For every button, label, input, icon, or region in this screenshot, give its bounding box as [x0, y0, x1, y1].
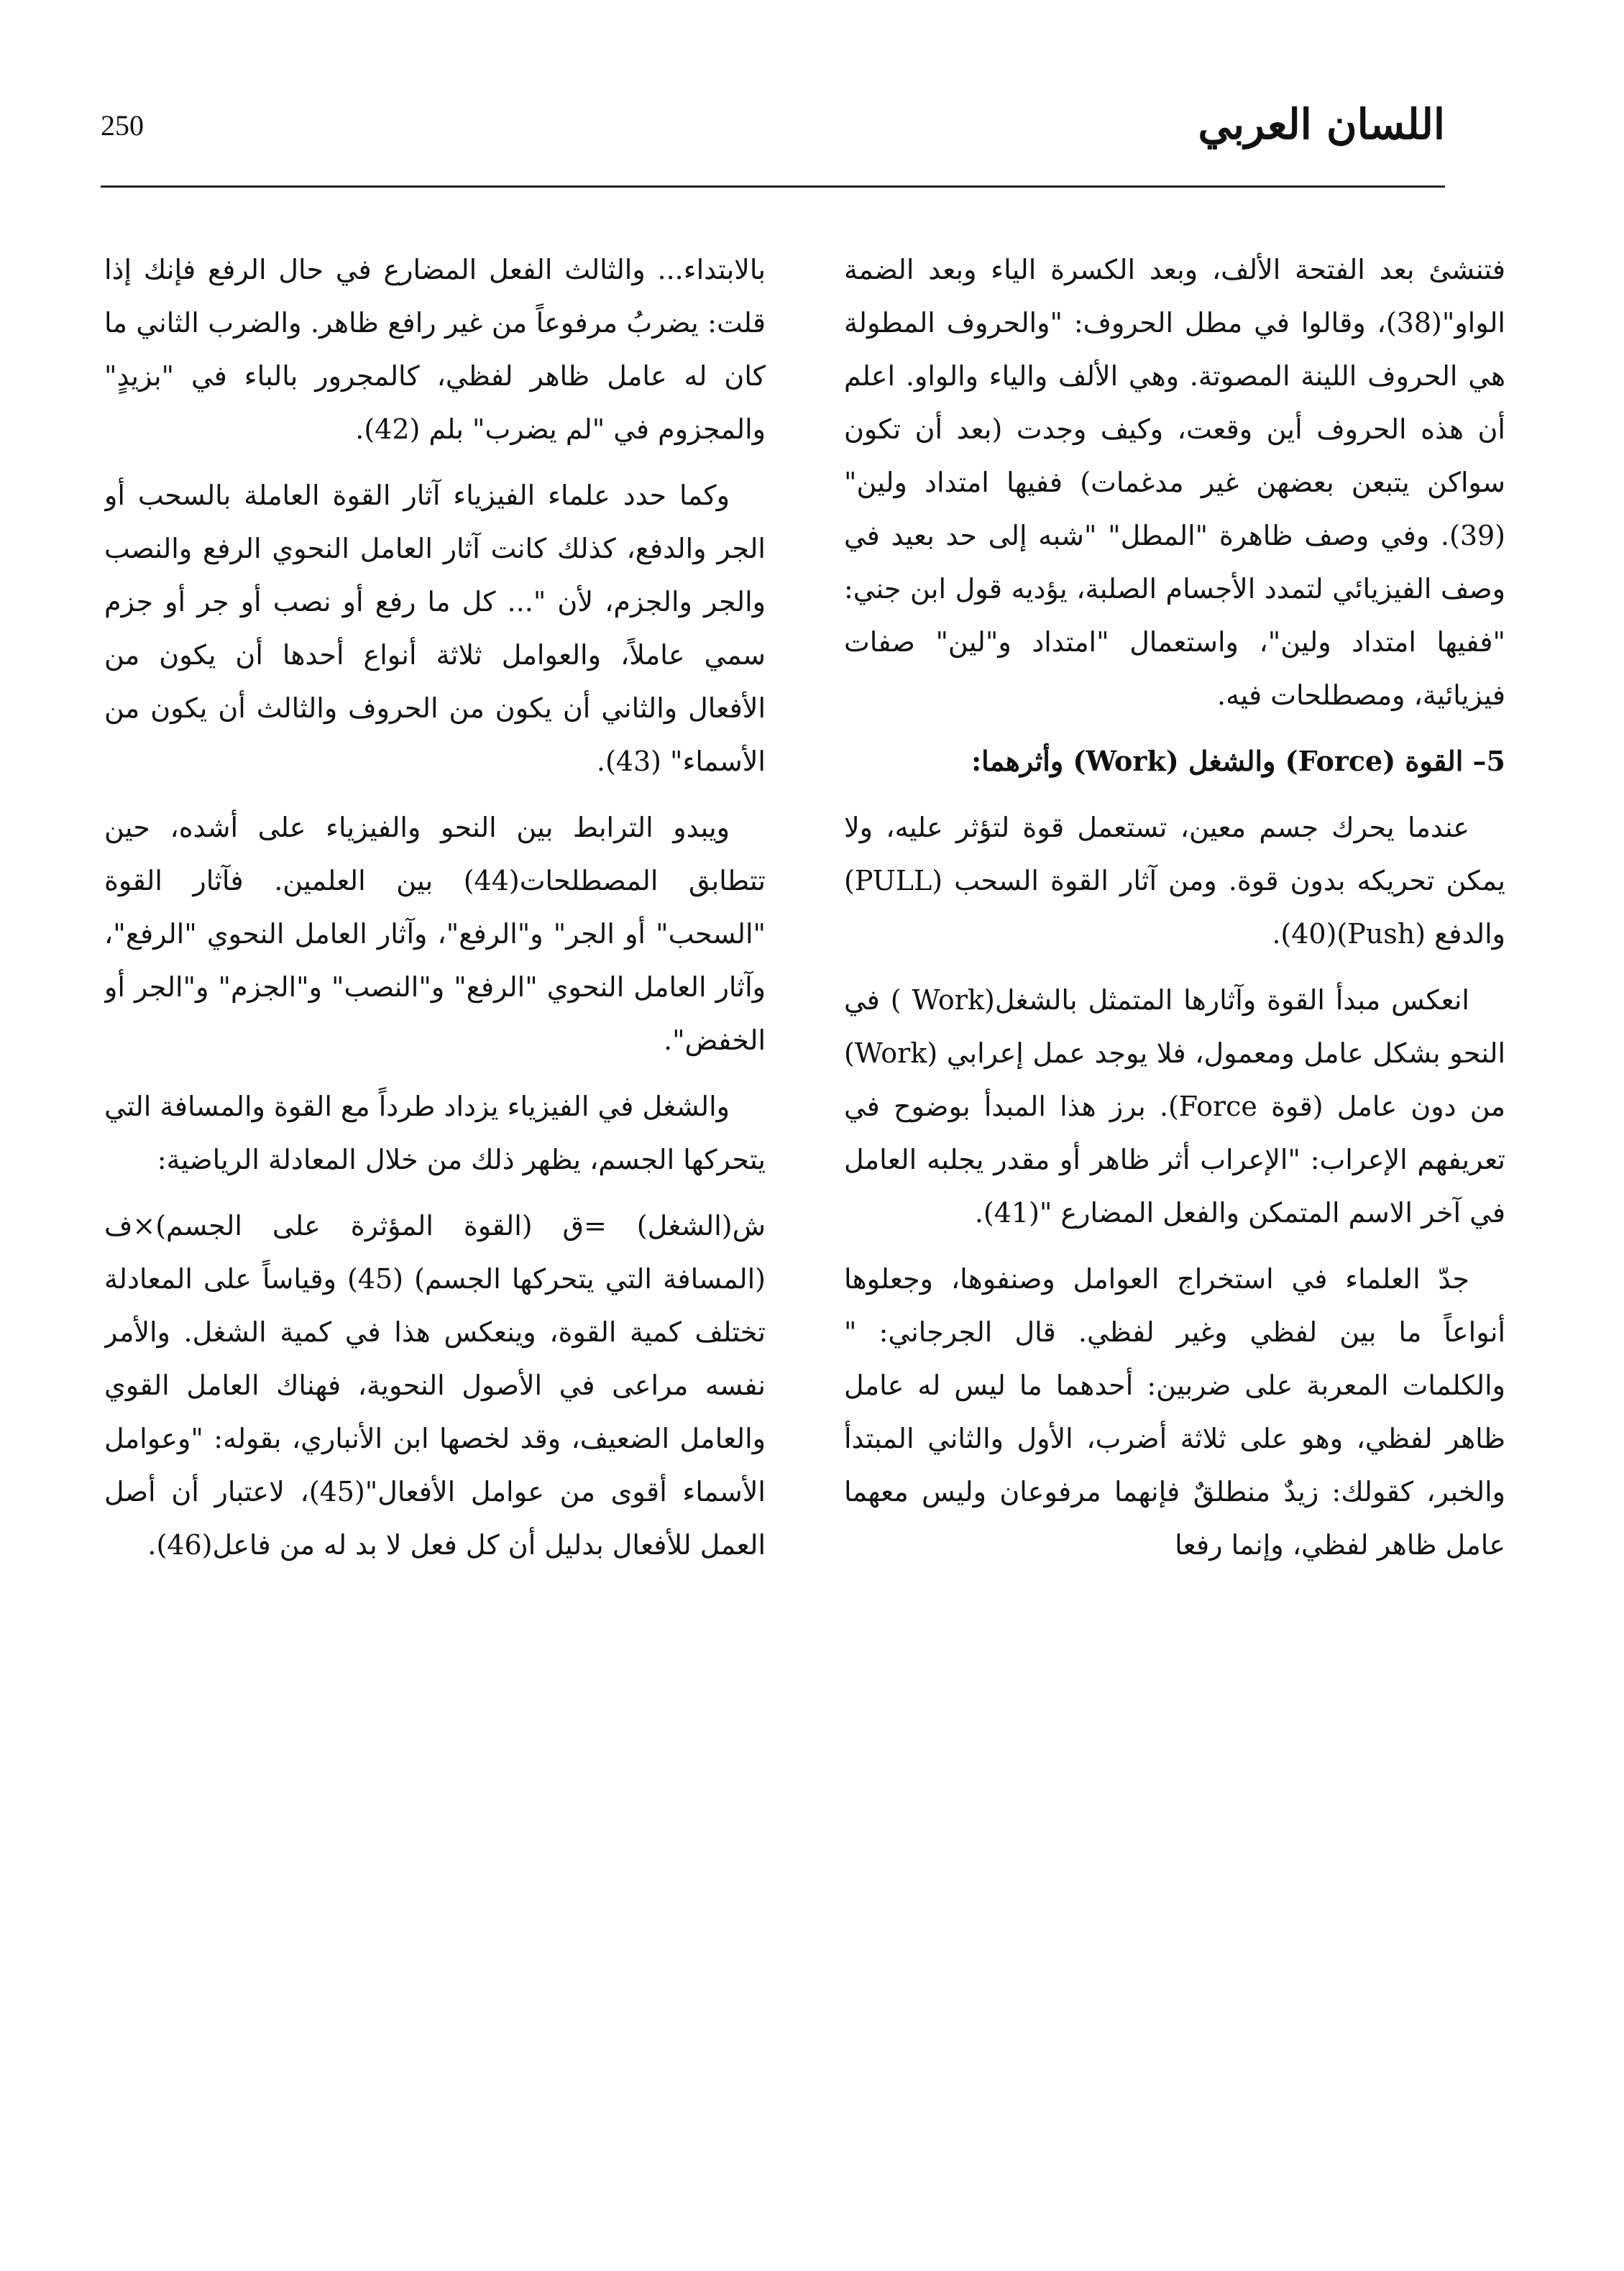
- paragraph: جدّ العلماء في استخراج العوامل وصنفوها، وجعلوها أنواعاً ما بين لفظي وغير لفظي. قال الجرجاني: " والكلمات المعربة على ضربين: أحدهما ما ليس له عامل ظاهر لفظي، وهو على ثلاثة أضرب، الأول والثاني المبتدأ والخبر، كقولك: زيدٌ منطلقٌ فإنهما مرفوعان وليس معهما عامل ظاهر لفظي، وإنما رفعا: [844, 1263, 1505, 1561]
- section-heading: 5– القوة (Force) والشغل (Work) وأثرهما:: [971, 745, 1505, 777]
- paragraph: ش(الشغل) =ق (القوة المؤثرة على الجسم)×ف (المسافة التي يتحركها الجسم) (45) وقياساً على المعادلة تختلف كمية القوة، وينعكس هذا في كمية الشغل. والأمر نفسه مراعى في الأصول النحوية، فهناك العامل القوي والعامل الضعيف، وقد لخصها ابن الأنباري، بقوله: "وعوامل الأسماء أقوى من عوامل الأفعال"(45)، لاعتبار أن أصل العمل للأفعال بدليل أن كل فعل لا بد له من فاعل(46).: [104, 1210, 766, 1561]
- paragraph: بالابتداء... والثالث الفعل المضارع في حال الرفع فإنك إذا قلت: يضربُ مرفوعاً من غير رافع ظاهر. والضرب الثاني ما كان له عامل ظاهر لفظي، كالمجرور بالباء في "بزيدٍ" والمجزوم في "لم يضرب" بلم (42).: [104, 254, 766, 445]
- paragraph: ويبدو الترابط بين النحو والفيزياء على أشده، حين تتطابق المصطلحات(44) بين العلمين. فآثار القوة "السحب" أو الجر" و"الرفع"، وآثار العامل النحوي "الرفع"، وآثار العامل النحوي "الرفع" و"النصب" و"الجزم" و"الجر أو الخفض".: [104, 812, 766, 1056]
- page-number: 250: [101, 109, 144, 142]
- header-divider: [101, 185, 1445, 188]
- journal-title: اللسان العربي: [1198, 100, 1445, 149]
- right-column: [844, 243, 1505, 2213]
- page-header: [101, 93, 1445, 165]
- paragraph: وكما حدد علماء الفيزياء آثار القوة العاملة بالسحب أو الجر والدفع، كذلك كانت آثار العامل النحوي الرفع والنصب والجر والجزم، لأن "... كل ما رفع أو نصب أو جر أو جزم سمي عاملاً، والعوامل ثلاثة أنواع أحدها أن يكون من الأفعال والثاني أن يكون من الحروف والثالث أن يكون من الأسماء" (43).: [104, 480, 766, 777]
- paragraph: عندما يحرك جسم معين، تستعمل قوة لتؤثر عليه، ولا يمكن تحريكه بدون قوة. ومن آثار القوة السحب (PULL) والدفع (Push)(40).: [844, 812, 1505, 950]
- left-column: [104, 243, 766, 2213]
- paragraph: فتنشئ بعد الفتحة الألف، وبعد الكسرة الياء وبعد الضمة الواو"(38)، وقالوا في مطل الحروف: "والحروف المطولة هي الحروف اللينة المصوتة. وهي الألف والياء والواو. اعلم أن هذه الحروف أين وقعت، وكيف وجدت (بعد أن تكون سواكن يتبعن بعضهن غير مدغمات) ففيها امتداد ولين"(39). وفي وصف ظاهرة "المطل" "شبه إلى حد بعيد في وصف الفيزيائي لتمدد الأجسام الصلبة، يؤديه قول ابن جني: "ففيها امتداد ولين"، واستعمال "امتداد و"لين" صفات فيزيائية، ومصطلحات فيه.: [844, 254, 1505, 711]
- paragraph: والشغل في الفيزياء يزداد طرداً مع القوة والمسافة التي يتحركها الجسم، يظهر ذلك من خلال المعادلة الرياضية:: [104, 1091, 766, 1175]
- paragraph: انعكس مبدأ القوة وآثارها المتمثل بالشغل(Work ) في النحو بشكل عامل ومعمول، فلا يوجد عمل إعرابي (Work) من دون عامل (قوة Force). برز هذا المبدأ بوضوح في تعريفهم الإعراب: "الإعراب أثر ظاهر أو مقدر يجلبه العامل في آخر الاسم المتمكن والفعل المضارع "(41).: [844, 984, 1505, 1229]
